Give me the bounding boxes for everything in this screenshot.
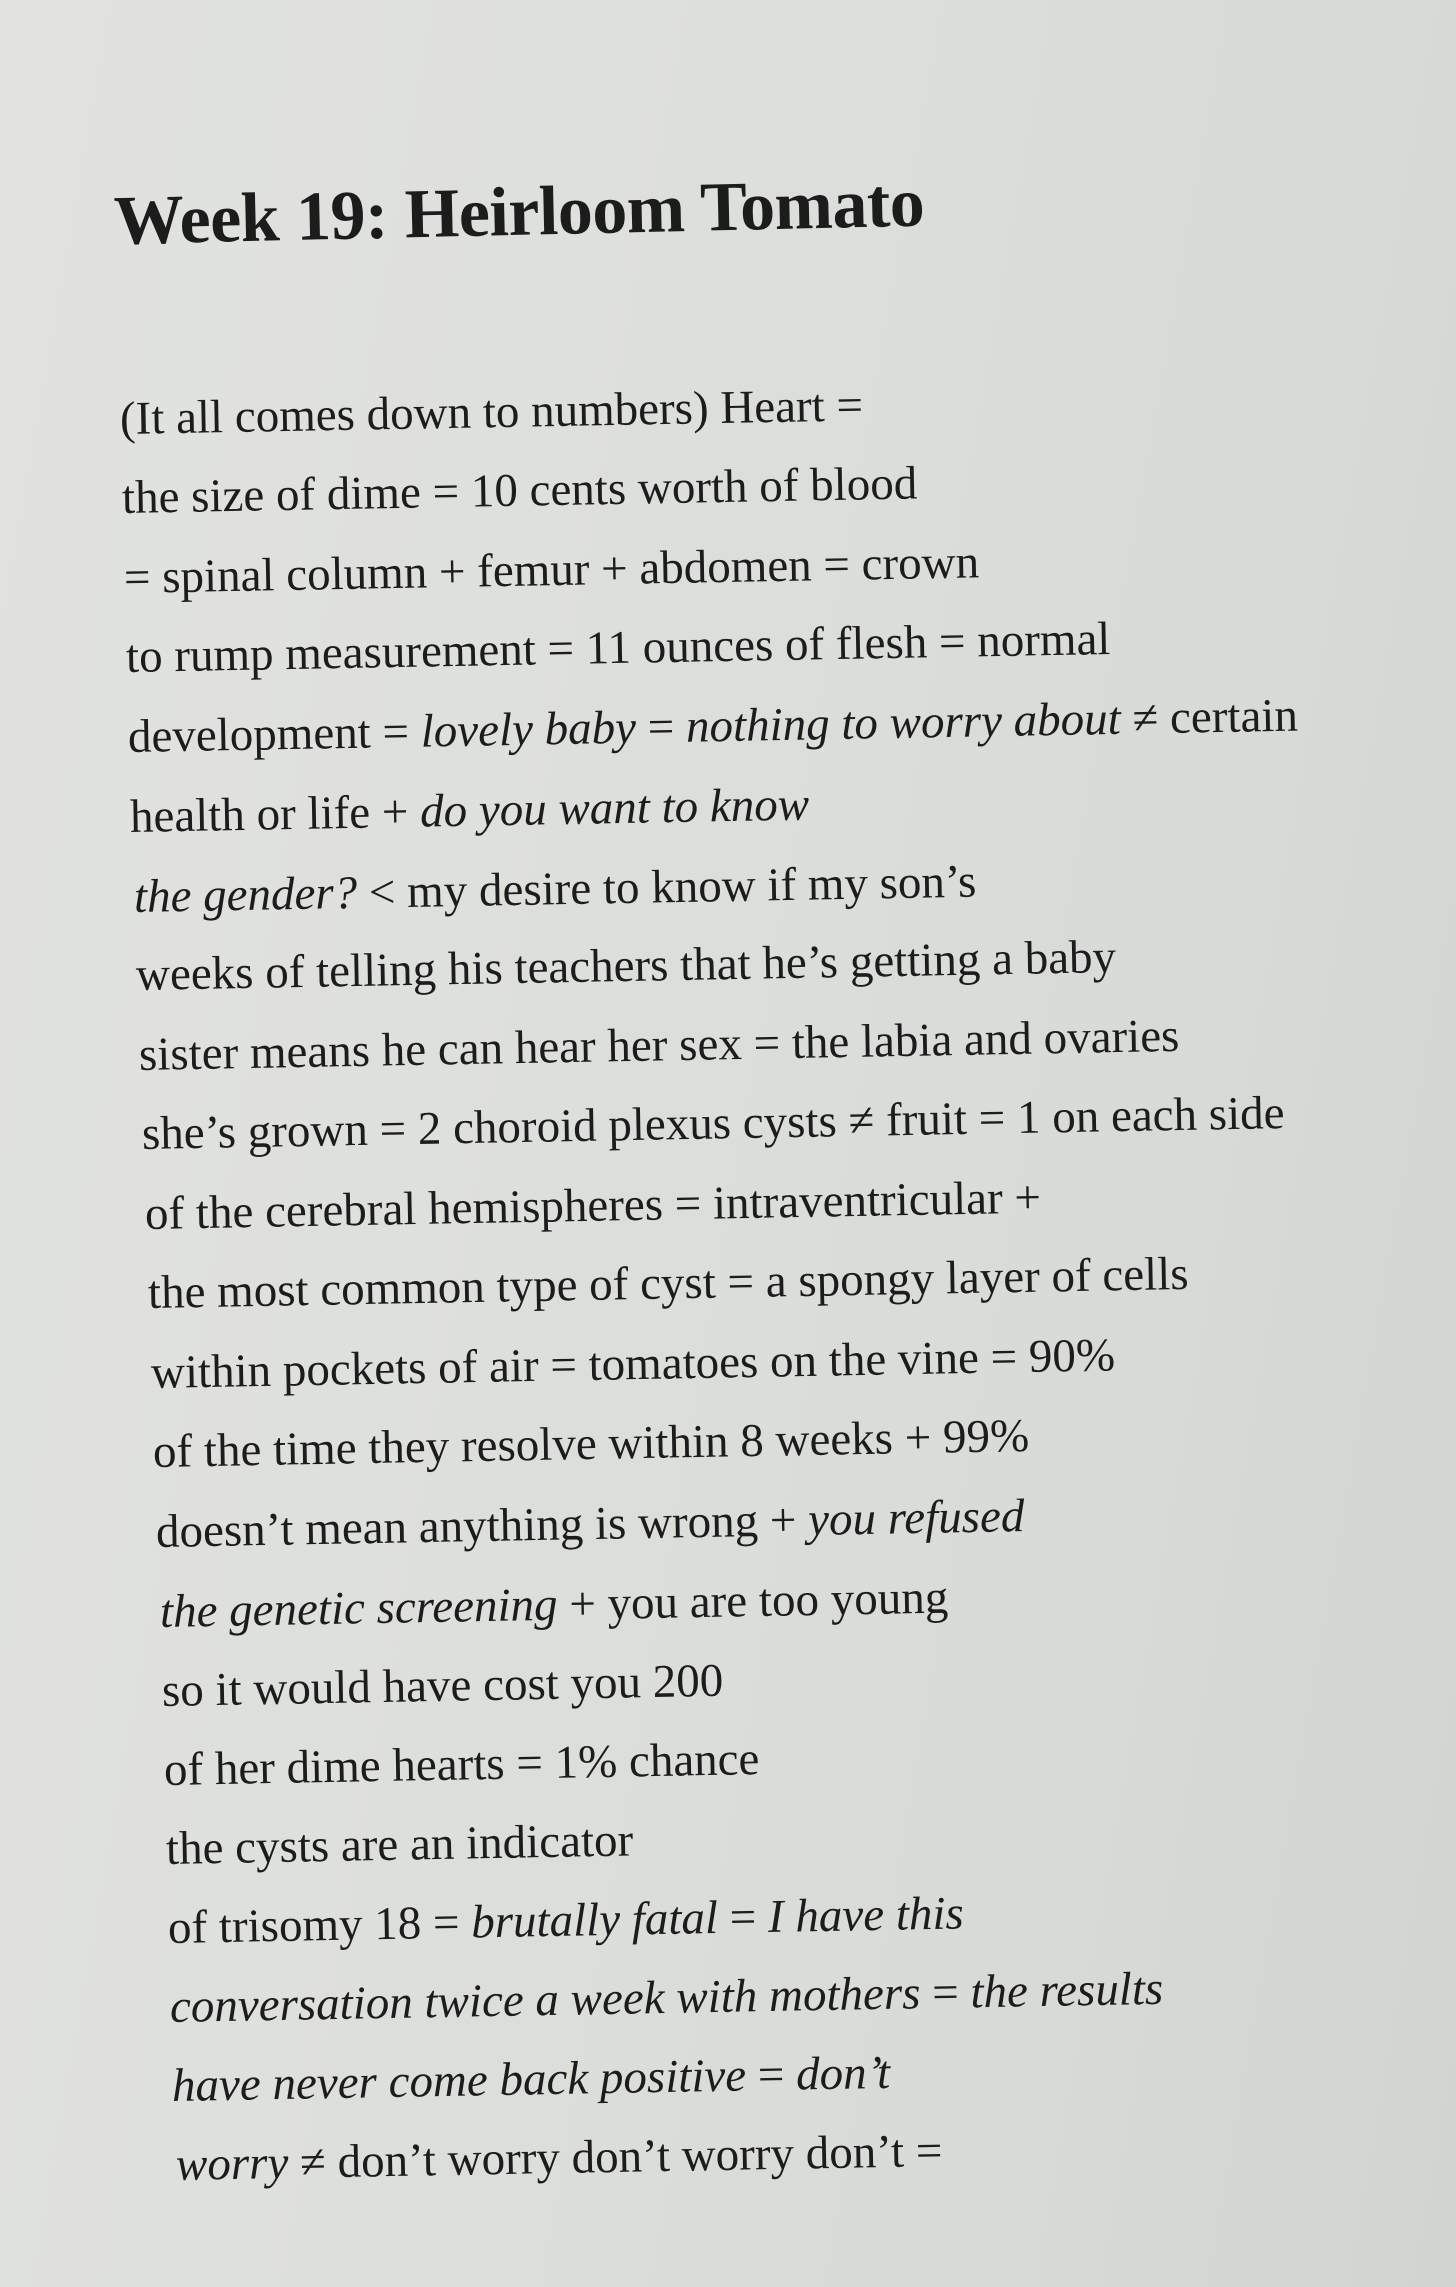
poem-line	[151, 1328, 1116, 1400]
italic-segment: do you want to know	[419, 778, 810, 838]
poem-line	[164, 1732, 760, 1797]
poem-line	[160, 1571, 949, 1639]
poem-line	[168, 1886, 965, 1955]
text-segment: so it would have cost you 200	[161, 1654, 724, 1717]
poem-line	[176, 2124, 943, 2192]
text-segment: of the cerebral hemispheres = intraventricular +	[144, 1171, 1042, 1240]
text-segment: =	[635, 700, 687, 754]
text-segment: of trisomy 18 =	[167, 1896, 472, 1954]
italic-segment: I have this	[767, 1887, 965, 1943]
italic-segment: brutally fatal	[470, 1891, 719, 1949]
text-segment: she’s grown = 2 choroid plexus cysts ≠ fruit = 1 on each side	[141, 1087, 1285, 1160]
poem-line	[166, 1813, 634, 1876]
text-segment: to rump measurement = 11 ounces of flesh = normal	[125, 612, 1111, 683]
poem-line	[136, 930, 1117, 1002]
text-segment: the size of dime = 10 cents worth of blood	[121, 457, 918, 524]
text-segment: within pockets of air = tomatoes on the vine = 90%	[150, 1329, 1116, 1399]
text-segment: ≠ certain	[1120, 689, 1299, 745]
text-segment: of her dime hearts = 1% chance	[163, 1733, 760, 1796]
italic-segment: conversation twice a week with mothers	[169, 1967, 921, 2033]
italic-segment: worry	[175, 2136, 289, 2191]
poem-line	[130, 778, 810, 844]
text-segment: sister means he can hear her sex = the labia and ovaries	[138, 1009, 1180, 1081]
italic-segment: have never come back positive	[171, 2049, 747, 2112]
italic-segment: you refused	[807, 1490, 1025, 1547]
text-segment: the cysts are an indicator	[165, 1814, 634, 1875]
poem-line	[128, 689, 1299, 764]
text-segment: < my desire to know if my son’s	[356, 855, 977, 919]
text-segment: = spinal column + femur + abdomen = crown	[123, 536, 980, 604]
poem-line	[122, 456, 918, 525]
poem-line	[172, 2046, 891, 2113]
text-segment: =	[745, 2048, 797, 2102]
page-title: Week 19: Heirloom Tomato	[113, 164, 925, 260]
text-segment: of the time they resolve within 8 weeks + 99%	[152, 1409, 1030, 1478]
poem-line	[156, 1489, 1025, 1559]
text-segment: + you are too young	[557, 1571, 949, 1631]
text-segment: the most common type of cyst = a spongy layer of cells	[147, 1247, 1190, 1319]
text-segment: =	[919, 1966, 971, 2020]
poem-line	[148, 1247, 1190, 1320]
text-segment: doesn’t mean anything is wrong +	[155, 1494, 809, 1558]
italic-segment: the results	[969, 1962, 1164, 2019]
italic-segment: lovely baby	[420, 701, 637, 758]
poem-line	[139, 1009, 1180, 1082]
text-segment: (It all comes down to numbers) Heart =	[119, 379, 864, 445]
text-segment: health or life +	[129, 785, 421, 843]
italic-segment: nothing to worry about	[685, 692, 1122, 753]
poem-line	[145, 1171, 1042, 1241]
poem-line	[124, 535, 980, 605]
text-segment: =	[717, 1891, 769, 1944]
italic-segment: the genetic screening	[159, 1578, 559, 1638]
italic-segment: don’t	[795, 2046, 891, 2101]
poem-line	[170, 1962, 1164, 2034]
poem-line	[153, 1409, 1030, 1479]
poem-line	[142, 1086, 1285, 1161]
text-segment: ≠ don’t worry don’t worry don’t =	[287, 2124, 943, 2189]
poem-line	[162, 1654, 724, 1718]
poem-line	[126, 612, 1111, 684]
poem-line	[120, 378, 864, 446]
text-segment: development =	[127, 705, 422, 763]
text-segment: weeks of telling his teachers that he’s getting a baby	[135, 931, 1117, 1001]
italic-segment: the gender?	[133, 866, 358, 923]
poem-line	[134, 855, 977, 924]
